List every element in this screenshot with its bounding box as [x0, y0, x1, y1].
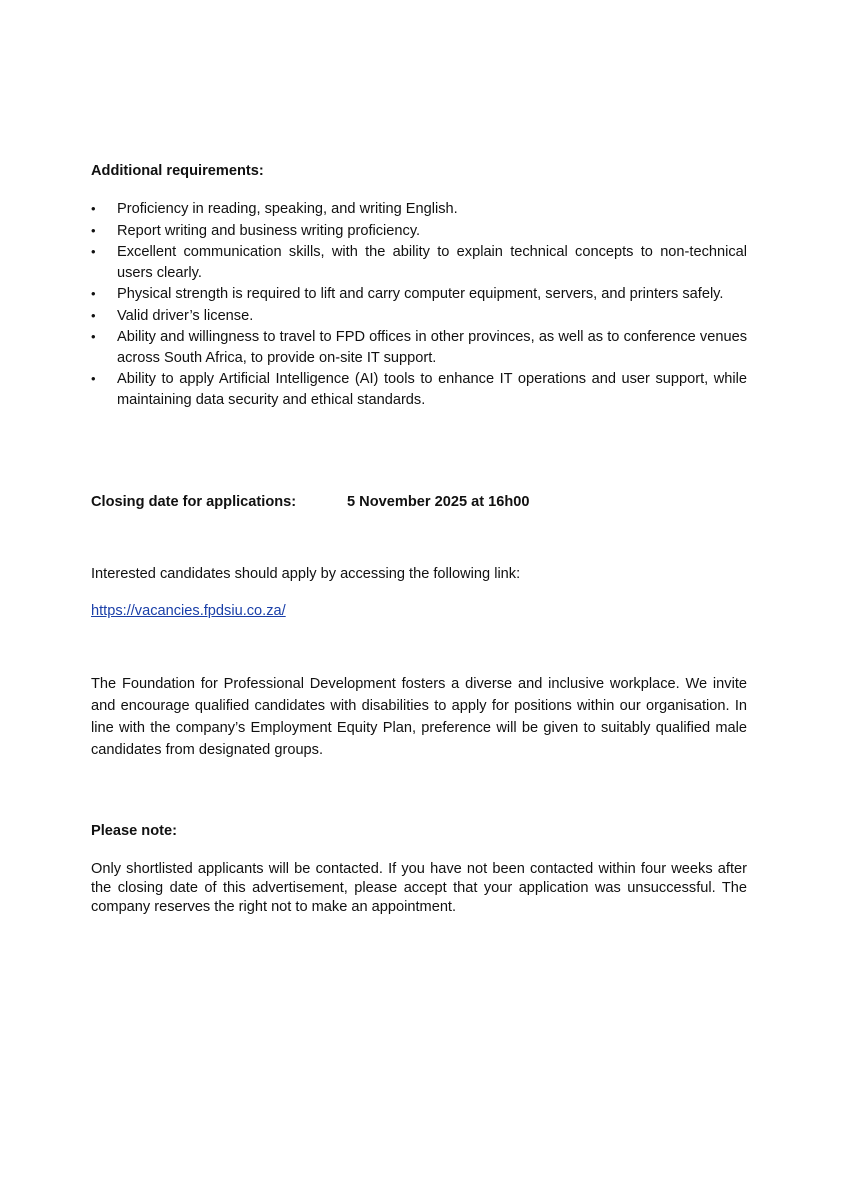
vacancies-link[interactable]: https://vacancies.fpdsiu.co.za/ [91, 603, 286, 619]
bullet-icon: • [91, 222, 96, 238]
bullet-icon: • [91, 371, 96, 386]
document-page [91, 0, 747, 1200]
bullet-icon: • [91, 244, 96, 259]
list-item-text: Excellent communication skills, with the ability to explain technical concepts to non-technical users clearly. [117, 244, 747, 281]
list-item [91, 284, 747, 305]
list-item-text: Valid driver’s license. [117, 307, 254, 324]
list-item [91, 369, 747, 410]
list-item-text: Ability and willingness to travel to FPD offices in other provinces, as well as to conference venues across South Africa, to provide on-site IT support. [117, 329, 747, 366]
closing-date-value: 5 November 2025 at 16h00 [347, 494, 530, 510]
additional-requirements-heading: Additional requirements: [91, 163, 264, 179]
closing-date-label: Closing date for applications: [91, 494, 297, 510]
please-note-text: Only shortlisted applicants will be contacted. If you have not been contacted within four weeks after the closing date of this advertisement, please accept that your application was unsuccessful. The company reserves the right not to make an appointment. [91, 861, 747, 915]
list-item [91, 306, 747, 327]
list-item-text: Proficiency in reading, speaking, and writing English. [117, 201, 458, 217]
closing-date [91, 493, 530, 511]
list-item [91, 242, 747, 283]
bullet-icon: • [91, 201, 96, 216]
requirements-list [91, 199, 747, 411]
bullet-icon: • [91, 286, 96, 301]
list-item [91, 221, 747, 242]
diversity-statement: The Foundation for Professional Development fosters a diverse and inclusive workplace. We invite and encourage qualified candidates with disabilities to apply for positions within our organisation. In line with the company’s Employment Equity Plan, preference will be given to suitably qualified male candidates from designated groups. [91, 676, 747, 758]
list-item [91, 199, 747, 220]
bullet-icon: • [91, 329, 96, 344]
bullet-icon: • [91, 307, 96, 323]
list-item-text: Ability to apply Artificial Intelligence (AI) tools to enhance IT operations and user support, while maintaining data security and ethical standards. [117, 371, 747, 408]
list-item [91, 327, 747, 368]
apply-instructions: Interested candidates should apply by accessing the following link: [91, 566, 521, 582]
list-item-text: Report writing and business writing proficiency. [117, 222, 421, 239]
list-item-text: Physical strength is required to lift and carry computer equipment, servers, and printers safely. [117, 286, 724, 302]
please-note-heading: Please note: [91, 823, 177, 839]
